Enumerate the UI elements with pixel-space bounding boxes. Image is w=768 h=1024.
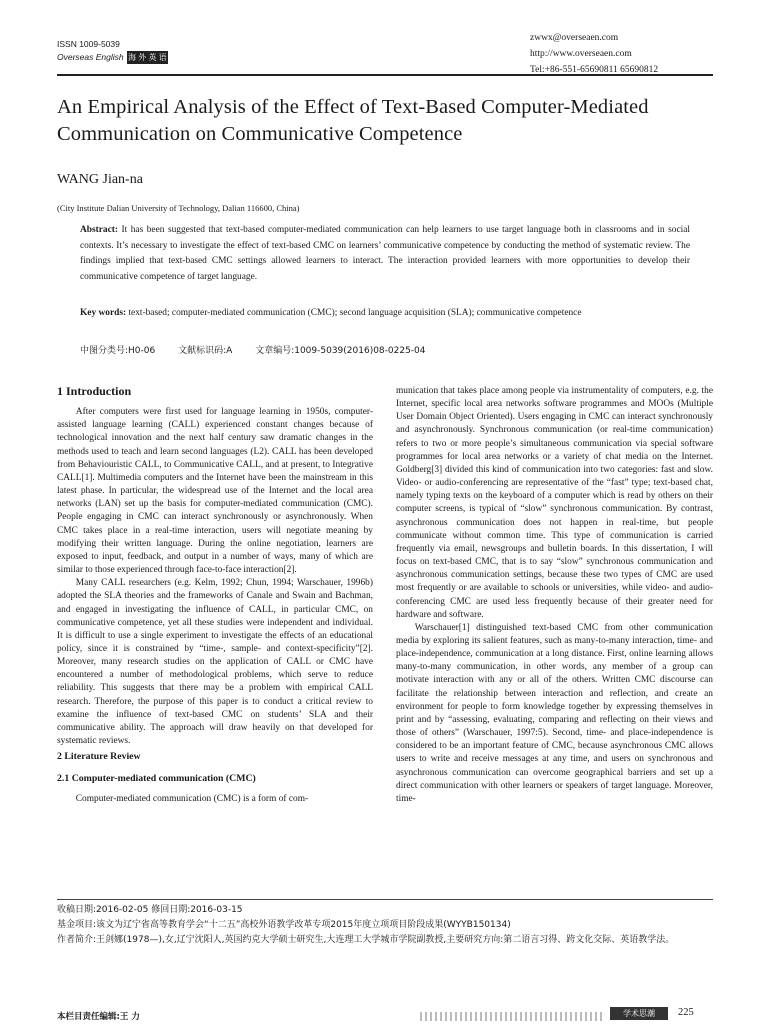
footnote-dates: 收稿日期:2016-02-05 修回日期:2016-03-15: [57, 905, 243, 915]
editor-credit: 本栏目责任编辑:王 力: [57, 1012, 140, 1022]
affiliation: (City Institute Dalian University of Technology, Dalian 116600, China): [57, 203, 300, 213]
journal-header-left: [57, 38, 168, 64]
journal-name: Overseas English: [57, 52, 124, 62]
paragraph: After computers were first used for language learning in 1950s, computer-assisted language learning (CALL) experienced constant changes because of technological innovation and the next half century saw dramatic changes in the methods used to teach and learn second languages (L2). CALL has been developed from Behaviouristic CALL, to Communicative CALL, and at present, to Integrative CALL[1]. Multimedia computers and the Internet have been the mainstream in this latest phase. In particular, the widespread use of the Internet and the local area networks (LAN) set up the basis for computer-mediated communication (CMC). People engaging in CMC can interact synchronously or asynchronously. When CMC takes place in a real-time interaction, users will negotiate meaning by modifying their written language. During the online negotiation, learners are exposed to input, feedback, and output in a number of ways, many of which are similar to those experienced through face-to-face interaction[2].: [57, 407, 373, 576]
footnote-rule: [57, 899, 713, 900]
keywords: [80, 306, 690, 322]
document-code: 文献标识码:A: [178, 346, 233, 356]
author: WANG Jian-na: [57, 172, 143, 187]
footnote-author-bio: 作者简介:王剑娜(1978—),女,辽宁沈阳人,英国约克大学硕士研究生,大连理工大学城市学院副教授,主要研究方向:第二语言习得、跨文化交际、英语教学法。: [57, 935, 675, 945]
header-rule: [57, 74, 713, 76]
keywords-label: Key words:: [80, 308, 127, 318]
column-left: [57, 385, 373, 806]
paragraph: munication that takes place among people via instrumentality of computers, e.g. the Internet, specific local area networks software programmes and MOOs (Multiple User Domain Object Oriented). Users engaging in CMC can interact synchronously and asynchronously. Synchronous communication (or real-time communication) refers to two or more people’s simultaneous communication via special software programmes for local area networks or a variety of chat media on the Internet. Goldberg[3] divided this kind of communication into two categories: fast and slow. Video- or audio-conferencing are representative of the “fast” type; text-based chat, namely typing texts on the keyboard of a computer which is read by others on their computer screens, is typical of “slow” synchronous communication. By contrast, asynchronous communication does not happen in real-time, but people communicate without common time. This type of communication is carried frequently via email, newsgroups and bulletin boards. In this dissertation, I will focus on text-based CMC, that is to say “slow” synchronous communication and asynchronous communication settings, because these two types of CMC are used most frequently or are available to schools or universities, while video- and audio-conferencing CMC are used less frequently because of their greater need for hardware and software.: [396, 386, 713, 620]
journal-email[interactable]: zwwx@overseaen.com: [530, 33, 619, 43]
section-logo: 学术思潮: [610, 1007, 668, 1020]
paper-title: An Empirical Analysis of the Effect of Text-Based Computer-Mediated Communication on Communicative Competence: [57, 96, 649, 145]
journal-url[interactable]: http://www.overseaen.com: [530, 49, 632, 59]
journal-header-right: [530, 30, 658, 78]
keywords-text: text-based; computer-mediated communication (CMC); second language acquisition (SLA); communicative competence: [126, 308, 582, 318]
clc-number: 中图分类号:H0-06: [80, 346, 156, 356]
subsection-heading-cmc: 2.1 Computer-mediated communication (CMC): [57, 773, 256, 785]
abstract-text: It has been suggested that text-based computer-mediated communication can help learners to use target language both in classrooms and in social contexts. It’s necessary to investigate the effect of text-based CMC on learners’ communicative competence by conducting the method of systematic review. The findings implied that text-based CMC settings allowed learners to interact. The interaction provided learners with more opportunities to develop their communicative competence of target language.: [80, 225, 690, 282]
journal-name-cn: 海 外 英 语: [128, 53, 167, 62]
footnote-fund: 基金项目:该文为辽宁省高等教育学会“十二五”高校外语教学改革专项2015年度立项项目阶段成果(WYYB150134): [57, 920, 511, 930]
issn: ISSN 1009-5039: [57, 39, 120, 49]
footer-decoration: [420, 1012, 605, 1021]
column-right: [396, 385, 713, 806]
classification-line: [80, 343, 446, 356]
paragraph: Warschauer[1] distinguished text-based CMC from other communication media by exploring its salient features, such as many-to-many interaction, time- and place-independence, communication at a long distance. First, online learning allows many-to-many communication, in other words, any member of a group can motivate interaction with any or all of the others. Written CMC discourse can facilitate the relationship between interaction and reflection, and create an environment for people to form knowledge together by expressing themselves in print and by “assessing, evaluating, comparing and reflecting on their views and those of others” (Warschauer, 1997:5). Second, time- and place-independence is considered to be an important feature of CMC, because asynchronous CMC allows users to write and receive messages at any time, and users on synchronous and asynchronous communication can overcome geographical barriers and set up a direct communication with other learners or speakers of target language. Moreover, time-: [396, 622, 713, 804]
abstract-label: Abstract:: [80, 225, 119, 235]
article-number: 文章编号:1009-5039(2016)08-0225-04: [255, 346, 426, 356]
section-heading-introduction: 1 Introduction: [57, 384, 132, 398]
paragraph: Computer-mediated communication (CMC) is a form of com-: [75, 793, 309, 804]
page-number: 225: [678, 1007, 694, 1018]
journal-tel: Tel:+86-551-65690811 65690812: [530, 65, 659, 75]
section-heading-literature-review: 2 Literature Review: [57, 751, 141, 763]
abstract: [80, 223, 690, 285]
paragraph: Many CALL researchers (e.g. Kelm, 1992; Chun, 1994; Warschauer, 1996b) adopted the SLA theories and the frameworks of Canale and Swain and Bachman, and engaged in investigating the influence of CALL, in particular CMC, on communicative competence, yet all these studies were independent and individual. It is difficult to use a single experiment to investigate the effects of an educational policy, since it is constrained by “time-, sample- and context-specificity”[2]. Moreover, many research studies on the application of CALL or CMC have encountered a number of methodological problems, which serve to reduce reliability. This suggests that there may be a problem with empirical CALL research. Therefore, the purpose of this paper is to conduct a critical review to examine the influence of text-based CMC on students’ SLA and their communicative ability. The approach will draw heavily on that developed for systematic reviews.: [57, 578, 373, 747]
